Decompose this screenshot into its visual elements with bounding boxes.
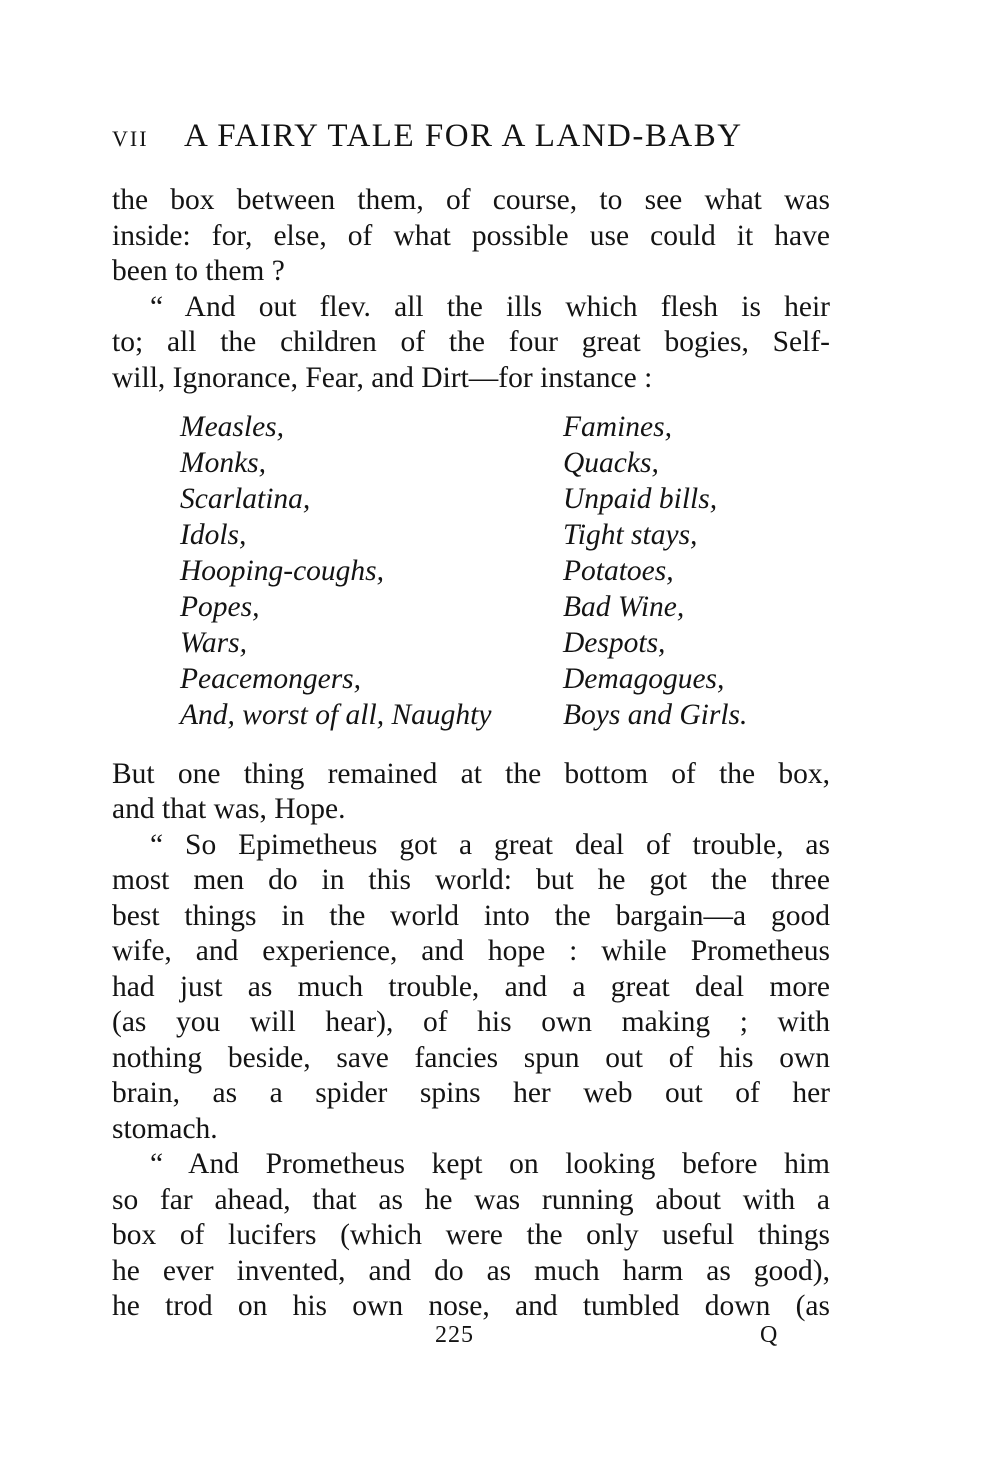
text-line: “ And out flev. all the ills which flesh is heir	[150, 291, 830, 323]
text-line: nothing beside, save fancies spun out of his own	[112, 1042, 830, 1074]
text-line: best things in the world into the bargain—a good	[112, 900, 830, 932]
list-item: Boys and Girls.	[563, 699, 748, 731]
text-line: box of lucifers (which were the only useful things	[112, 1219, 830, 1251]
text-line: But one thing remained at the bottom of the box,	[112, 758, 830, 790]
text-line: and that was, Hope.	[112, 793, 346, 825]
running-title: A FAIRY TALE FOR A LAND-BABY	[184, 118, 743, 154]
text-line: “ So Epimetheus got a great deal of trouble, as	[150, 829, 830, 861]
list-item: Peacemongers,	[180, 663, 362, 695]
list-item: Popes,	[180, 591, 260, 623]
text-line: “ And Prometheus kept on looking before him	[150, 1148, 830, 1180]
list-item: Tight stays,	[563, 519, 698, 551]
text-line: he trod on his own nose, and tumbled down (as	[112, 1290, 830, 1322]
list-item: Idols,	[180, 519, 247, 551]
signature-mark: Q	[760, 1322, 778, 1348]
list-item: Wars,	[180, 627, 247, 659]
text-line: will, Ignorance, Fear, and Dirt—for instance :	[112, 362, 653, 394]
text-line: (as you will hear), of his own making ; with	[112, 1006, 830, 1038]
text-line: to; all the children of the four great bogies, Self-	[112, 326, 830, 358]
text-line: been to them ?	[112, 255, 285, 287]
ills-list	[180, 410, 840, 740]
list-item: Unpaid bills,	[563, 483, 718, 515]
list-item: Quacks,	[563, 447, 659, 479]
running-header	[112, 118, 830, 166]
list-item: Potatoes,	[563, 555, 674, 587]
list-item: Bad Wine,	[563, 591, 685, 623]
text-line: he ever invented, and do as much harm as good),	[112, 1255, 830, 1287]
list-item: Monks,	[180, 447, 267, 479]
text-line: wife, and experience, and hope : while Prometheus	[112, 935, 830, 967]
list-item: Measles,	[180, 411, 285, 443]
text-line: the box between them, of course, to see what was	[112, 184, 830, 216]
text-line: inside: for, else, of what possible use could it have	[112, 220, 830, 252]
text-line: brain, as a spider spins her web out of her	[112, 1077, 830, 1109]
page-number: 225	[435, 1322, 474, 1348]
list-item: Demagogues,	[563, 663, 725, 695]
chapter-number: VII	[112, 126, 149, 151]
text-line: most men do in this world: but he got the three	[112, 864, 830, 896]
list-item: Hooping-coughs,	[180, 555, 385, 587]
text-line: had just as much trouble, and a great deal more	[112, 971, 830, 1003]
text-line: so far ahead, that as he was running about with a	[112, 1184, 830, 1216]
list-item: And, worst of all, Naughty	[180, 699, 492, 731]
list-item: Famines,	[563, 411, 672, 443]
text-line: stomach.	[112, 1113, 218, 1145]
list-item: Despots,	[563, 627, 666, 659]
list-item: Scarlatina,	[180, 483, 311, 515]
